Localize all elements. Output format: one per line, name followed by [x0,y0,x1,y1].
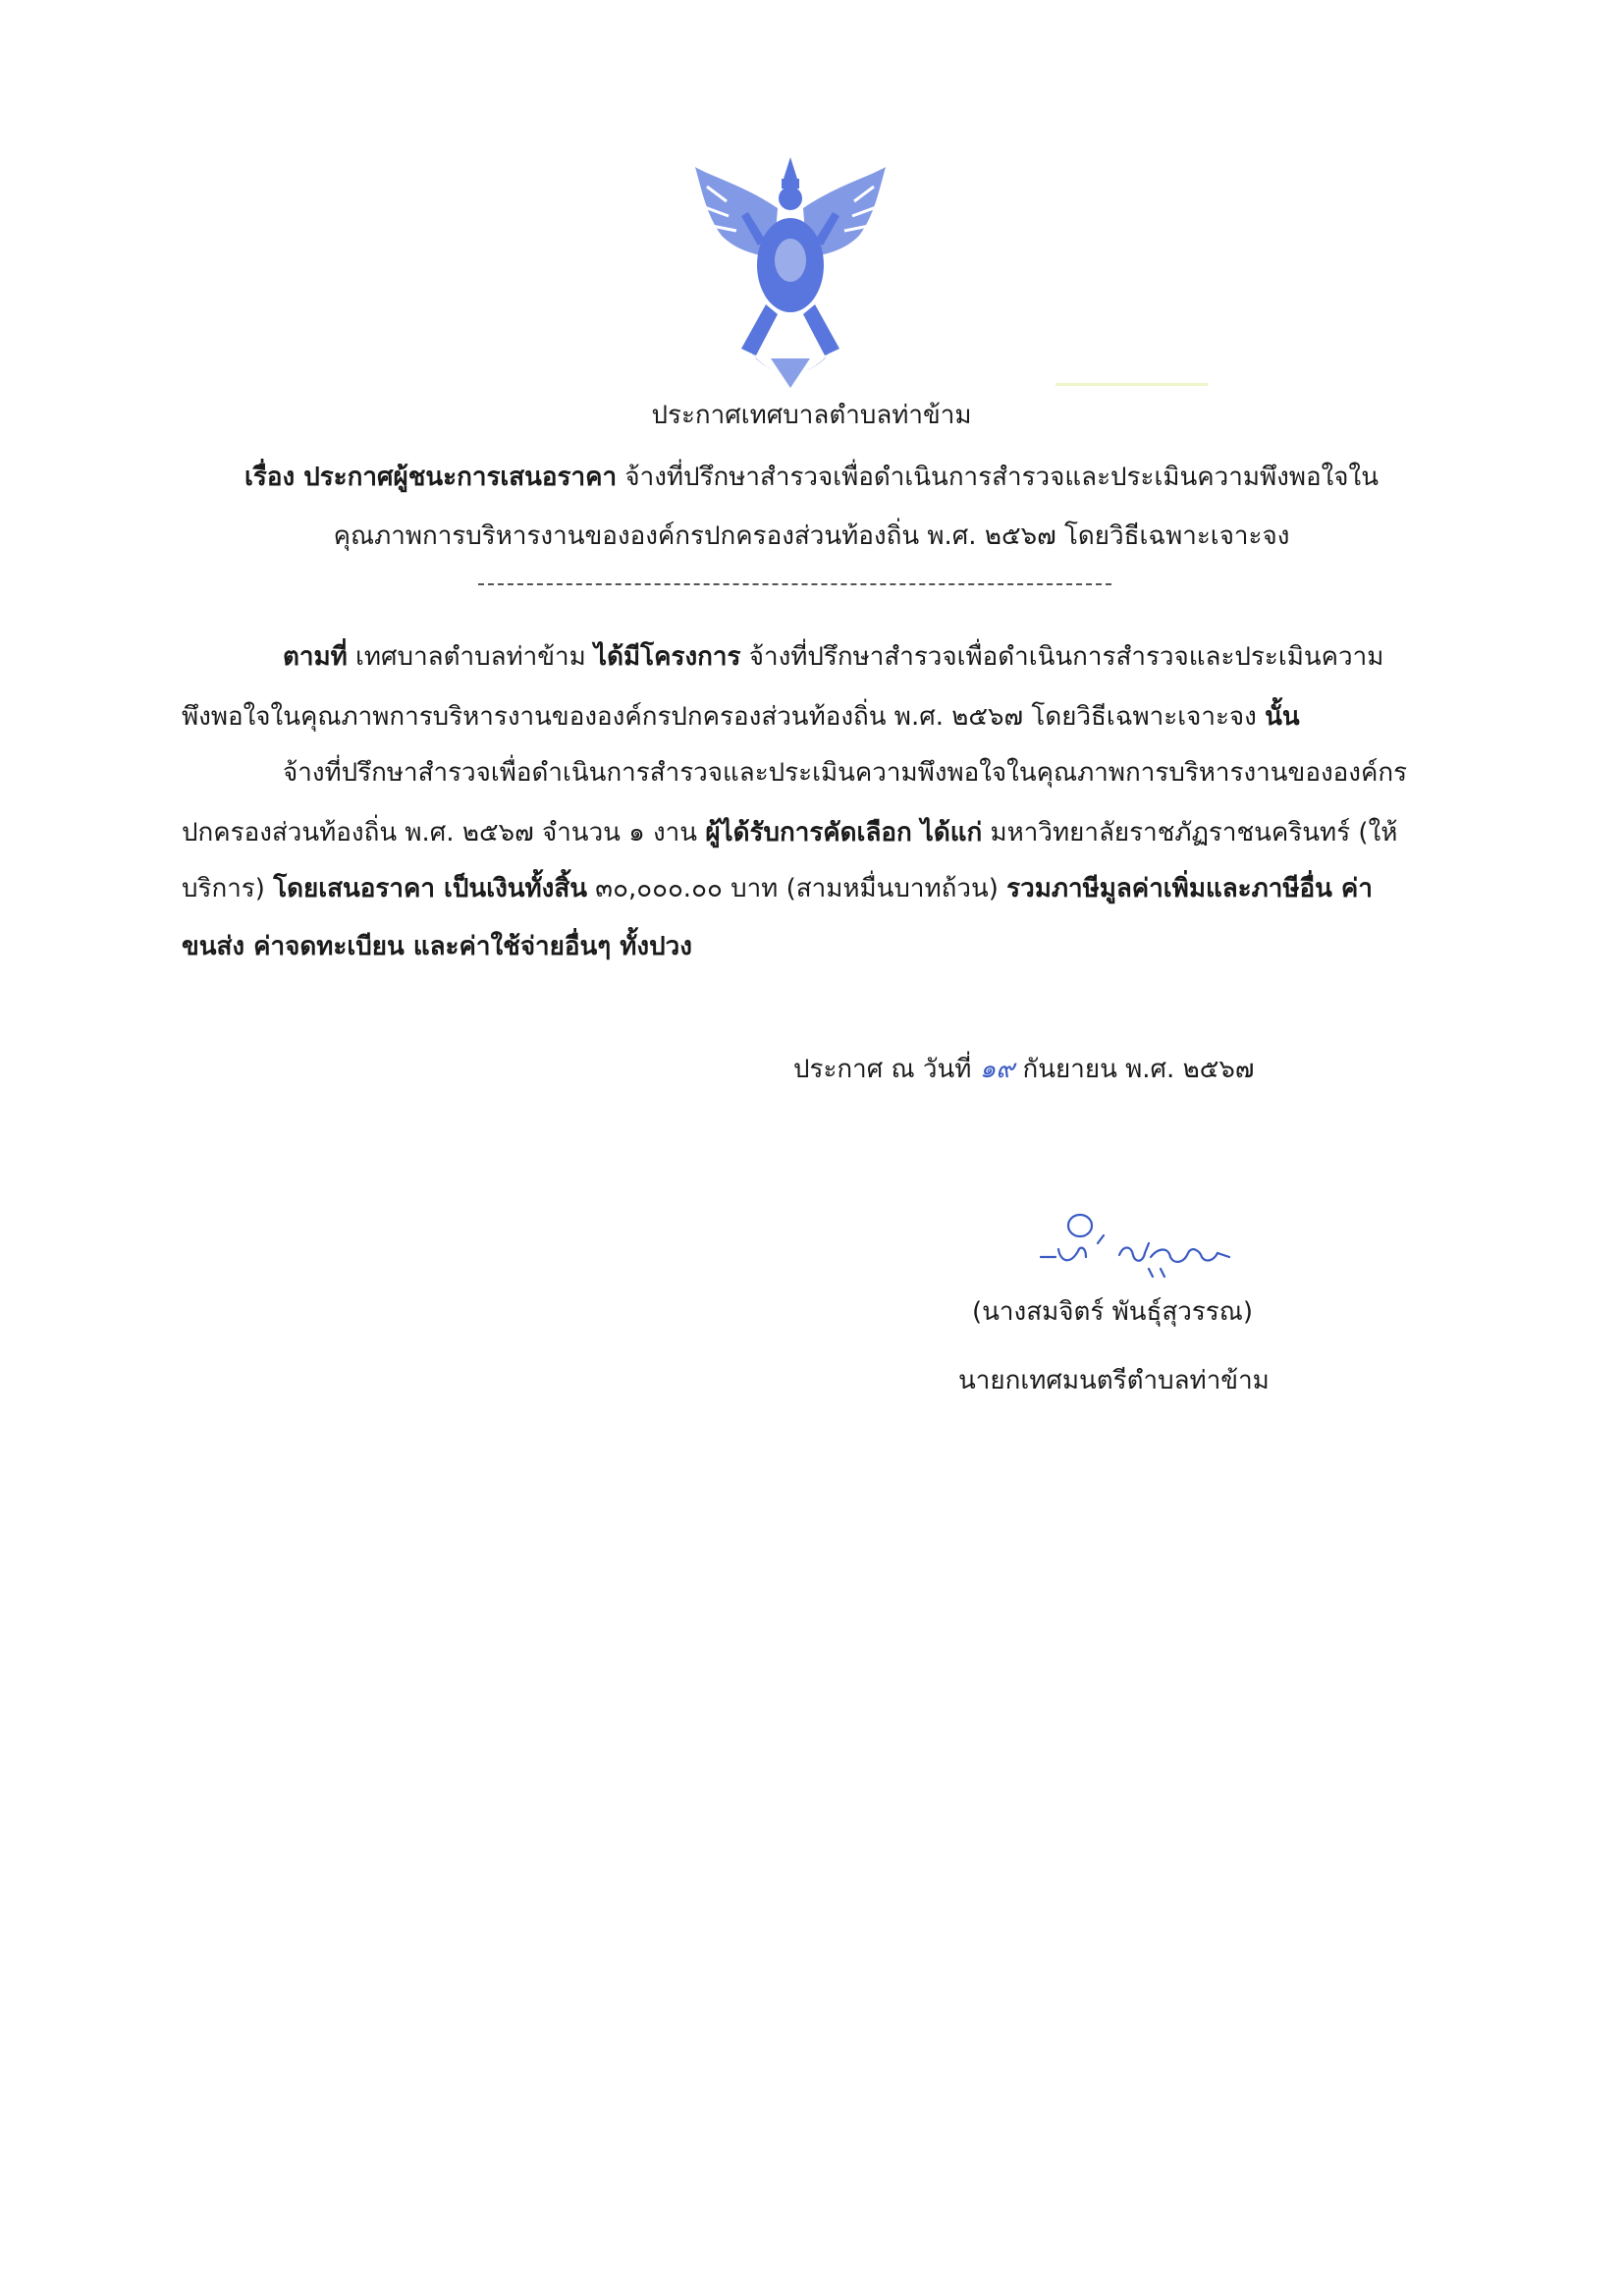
body-bold-text: ได้มีโครงการ [594,642,741,672]
body-paragraph-2-line-3 [182,871,1373,906]
body-text: ปกครองส่วนท้องถิ่น พ.ศ. ๒๕๖๗ จำนวน ๑ งาน [182,818,706,847]
body-bold-text: ตามที่ [283,642,348,672]
body-text: ๓๐,๐๐๐.๐๐ บาท (สามหมื่นบาทถ้วน) [587,874,1007,903]
garuda-emblem [687,147,893,393]
body-text: จ้างที่ปรึกษาสำรวจเพื่อดำเนินการสำรวจและประเมินความ [740,642,1384,672]
signatory-name: (นางสมจิตร์ พันธุ์สุวรรณ) [972,1297,1254,1327]
body-text: มหาวิทยาลัยราชภัฏราชนครินทร์ (ให้ [982,818,1398,847]
body-text: เทศบาลตำบลท่าข้าม [347,642,595,672]
subject-label: เรื่อง ประกาศผู้ชนะการเสนอราคา [243,463,618,492]
body-bold-text: โดยเสนอราคา เป็นเงินทั้งสิ้น [273,874,588,903]
handwritten-day: ๑๙ [979,1055,1015,1084]
signature [1021,1208,1257,1286]
subject-line-1-text: จ้างที่ปรึกษาสำรวจเพื่อดำเนินการสำรวจและประเมินความพึงพอใจใน [624,463,1379,492]
subject-line-2: คุณภาพการบริหารงานขององค์กรปกครองส่วนท้องถิ่น พ.ศ. ๒๕๖๗ โดยวิธีเฉพาะเจาะจง [333,521,1290,551]
signatory-position: นายกเทศมนตรีตำบลท่าข้าม [958,1366,1270,1395]
date-prefix: ประกาศ ณ วันที่ [793,1055,972,1084]
body-text: บริการ) [182,874,274,903]
body-bold-text: ขนส่ง ค่าจดทะเบียน และค่าใช้จ่ายอื่นๆ ทั้งปวง [182,932,692,961]
body-paragraph-2-line-2 [182,815,1397,850]
body-paragraph-1-line-2 [182,699,1300,735]
body-bold-text: รวมภาษีมูลค่าเพิ่มและภาษีอื่น ค่า [1006,874,1373,903]
announcement-date [793,1052,1254,1087]
body-paragraph-2-line-1: จ้างที่ปรึกษาสำรวจเพื่อดำเนินการสำรวจและประเมินความพึงพอใจในคุณภาพการบริหารงานขององค์กร [283,758,1408,788]
body-bold-text: ผู้ได้รับการคัดเลือก ได้แก่ [705,818,983,847]
faint-highlight-mark [1055,383,1208,386]
dashed-divider [478,583,1111,585]
body-paragraph-2-line-4 [182,929,692,964]
date-suffix: กันยายน พ.ศ. ๒๕๖๗ [1022,1055,1255,1084]
announcement-title: ประกาศเทศบาลตำบลท่าข้าม [651,401,972,430]
body-bold-text: นั้น [1265,702,1300,732]
subject-line-1 [0,460,1623,495]
body-text: พึงพอใจในคุณภาพการบริหารงานขององค์กรปกครองส่วนท้องถิ่น พ.ศ. ๒๕๖๗ โดยวิธีเฉพาะเจาะจง [182,702,1266,732]
body-paragraph-1-line-1 [283,639,1383,675]
